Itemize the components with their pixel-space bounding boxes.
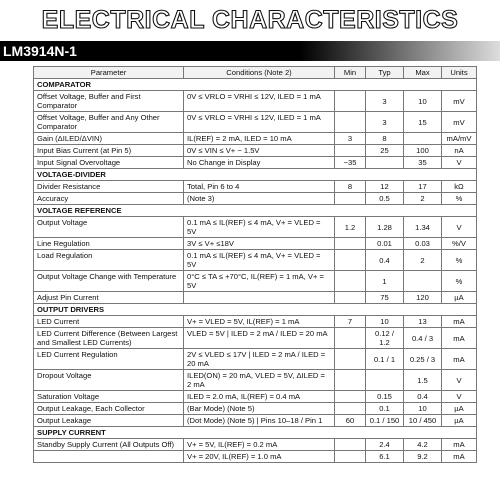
parameter-cell: Output Leakage, Each Collector	[34, 403, 184, 415]
min-cell: −35	[335, 157, 366, 169]
typ-cell: 10	[366, 316, 404, 328]
max-cell: 10 / 450	[404, 415, 442, 427]
max-cell: 4.2	[404, 439, 442, 451]
typ-cell: 2.4	[366, 439, 404, 451]
parameter-cell: LED Current Regulation	[34, 349, 184, 370]
table-row	[34, 451, 477, 463]
max-cell: 2	[404, 250, 442, 271]
table-row	[34, 157, 477, 169]
max-cell: 1.34	[404, 217, 442, 238]
parameter-cell	[34, 451, 184, 463]
min-cell: 60	[335, 415, 366, 427]
table-row	[34, 217, 477, 238]
typ-cell: 0.15	[366, 391, 404, 403]
units-cell: V	[442, 391, 477, 403]
units-cell: mV	[442, 91, 477, 112]
table-body	[34, 79, 477, 463]
units-cell: mA	[442, 328, 477, 349]
table-row	[34, 181, 477, 193]
units-cell: nA	[442, 145, 477, 157]
table-row	[34, 145, 477, 157]
table-row	[34, 133, 477, 145]
min-cell: 1.2	[335, 217, 366, 238]
typ-cell: 1.28	[366, 217, 404, 238]
section-heading: VOLTAGE-DIVIDER	[34, 169, 477, 181]
units-cell: kΩ	[442, 181, 477, 193]
units-cell: mA	[442, 451, 477, 463]
units-cell: mA	[442, 349, 477, 370]
parameter-cell: Load Regulation	[34, 250, 184, 271]
max-cell: 17	[404, 181, 442, 193]
typ-cell: 25	[366, 145, 404, 157]
typ-cell: 0.01	[366, 238, 404, 250]
conditions-cell: 0°C ≤ TA ≤ +70°C, IL(REF) = 1 mA, V+ = 5V	[184, 271, 335, 292]
conditions-cell: V+ = 20V, IL(REF) = 1.0 mA	[184, 451, 335, 463]
table-row	[34, 370, 477, 391]
max-cell: 0.25 / 3	[404, 349, 442, 370]
table-row	[34, 271, 477, 292]
section-heading: SUPPLY CURRENT	[34, 427, 477, 439]
typ-cell: 0.4	[366, 250, 404, 271]
table-row	[34, 91, 477, 112]
min-cell	[335, 193, 366, 205]
max-cell: 10	[404, 91, 442, 112]
max-cell: 120	[404, 292, 442, 304]
parameter-cell: Gain (ΔILED/ΔVIN)	[34, 133, 184, 145]
conditions-cell: V+ = VLED = 5V, IL(REF) = 1 mA	[184, 316, 335, 328]
units-cell: %	[442, 193, 477, 205]
page-title: ELECTRICAL CHARACTERISTICS	[41, 6, 459, 34]
section-row	[34, 205, 477, 217]
min-cell	[335, 451, 366, 463]
units-cell: V	[442, 217, 477, 238]
parameter-cell: Adjust Pin Current	[34, 292, 184, 304]
max-cell: 2	[404, 193, 442, 205]
max-cell: 9.2	[404, 451, 442, 463]
parameter-cell: Dropout Voltage	[34, 370, 184, 391]
max-cell: 10	[404, 403, 442, 415]
parameter-cell: Output Leakage	[34, 415, 184, 427]
parameter-cell: Divider Resistance	[34, 181, 184, 193]
units-cell: mA/mV	[442, 133, 477, 145]
parameter-cell: Input Bias Current (at Pin 5)	[34, 145, 184, 157]
electrical-characteristics-table	[33, 66, 477, 463]
conditions-cell: V+ = 5V, IL(REF) = 0.2 mA	[184, 439, 335, 451]
header-typ: Typ	[366, 67, 404, 79]
typ-cell: 0.1	[366, 403, 404, 415]
max-cell: 100	[404, 145, 442, 157]
min-cell	[335, 439, 366, 451]
units-cell: %/V	[442, 238, 477, 250]
conditions-cell: ILED = 2.0 mA, IL(REF) = 0.4 mA	[184, 391, 335, 403]
min-cell	[335, 292, 366, 304]
min-cell	[335, 238, 366, 250]
part-number: LM3914N-1	[3, 43, 77, 59]
units-cell: µA	[442, 415, 477, 427]
min-cell: 7	[335, 316, 366, 328]
units-cell: %	[442, 250, 477, 271]
table-row	[34, 328, 477, 349]
conditions-cell: 3V ≤ V+ ≤18V	[184, 238, 335, 250]
typ-cell: 12	[366, 181, 404, 193]
typ-cell: 3	[366, 91, 404, 112]
section-row	[34, 304, 477, 316]
conditions-cell: No Change in Display	[184, 157, 335, 169]
max-cell: 0.03	[404, 238, 442, 250]
table-header-row	[34, 67, 477, 79]
min-cell	[335, 391, 366, 403]
conditions-cell: 0V ≤ VRLO = VRHI ≤ 12V, ILED = 1 mA	[184, 91, 335, 112]
typ-cell: 3	[366, 112, 404, 133]
conditions-cell: ILED(ON) = 20 mA, VLED = 5V, ΔILED = 2 mA	[184, 370, 335, 391]
part-number-bar	[0, 41, 500, 61]
header-min: Min	[335, 67, 366, 79]
max-cell	[404, 133, 442, 145]
section-heading: OUTPUT DRIVERS	[34, 304, 477, 316]
header-conditions: Conditions (Note 2)	[184, 67, 335, 79]
conditions-cell: VLED = 5V | ILED = 2 mA / ILED = 20 mA	[184, 328, 335, 349]
parameter-cell: Offset Voltage, Buffer and Any Other Comparator	[34, 112, 184, 133]
section-row	[34, 169, 477, 181]
conditions-cell: 0V ≤ VIN ≤ V+ − 1.5V	[184, 145, 335, 157]
max-cell: 35	[404, 157, 442, 169]
max-cell: 15	[404, 112, 442, 133]
min-cell	[335, 349, 366, 370]
min-cell	[335, 370, 366, 391]
table-row	[34, 112, 477, 133]
conditions-cell: 0V ≤ VRLO = VRHI ≤ 12V, ILED = 1 mA	[184, 112, 335, 133]
conditions-cell: 2V ≤ VLED ≤ 17V | ILED = 2 mA / ILED = 20 mA	[184, 349, 335, 370]
header-max: Max	[404, 67, 442, 79]
min-cell	[335, 112, 366, 133]
units-cell: mV	[442, 112, 477, 133]
table-row	[34, 250, 477, 271]
min-cell	[335, 250, 366, 271]
min-cell	[335, 91, 366, 112]
conditions-cell: (Note 3)	[184, 193, 335, 205]
parameter-cell: Output Voltage	[34, 217, 184, 238]
parameter-cell: Offset Voltage, Buffer and First Comparator	[34, 91, 184, 112]
conditions-cell: IL(REF) = 2 mA, ILED = 10 mA	[184, 133, 335, 145]
parameter-cell: Input Signal Overvoltage	[34, 157, 184, 169]
conditions-cell: (Dot Mode) (Note 5) | Pins 10–18 / Pin 1	[184, 415, 335, 427]
min-cell	[335, 145, 366, 157]
table-row	[34, 415, 477, 427]
parameter-cell: Accuracy	[34, 193, 184, 205]
units-cell: %	[442, 271, 477, 292]
parameter-cell: Standby Supply Current (All Outputs Off)	[34, 439, 184, 451]
units-cell: V	[442, 157, 477, 169]
typ-cell: 0.12 / 1.2	[366, 328, 404, 349]
table-row	[34, 391, 477, 403]
typ-cell: 6.1	[366, 451, 404, 463]
typ-cell: 0.1 / 150	[366, 415, 404, 427]
parameter-cell: LED Current	[34, 316, 184, 328]
table-row	[34, 193, 477, 205]
min-cell: 8	[335, 181, 366, 193]
typ-cell: 1	[366, 271, 404, 292]
units-cell: mA	[442, 316, 477, 328]
typ-cell: 0.1 / 1	[366, 349, 404, 370]
table-row	[34, 349, 477, 370]
table-row	[34, 316, 477, 328]
table-row	[34, 439, 477, 451]
units-cell: µA	[442, 292, 477, 304]
conditions-cell: Total, Pin 6 to 4	[184, 181, 335, 193]
parameter-cell: Output Voltage Change with Temperature	[34, 271, 184, 292]
min-cell: 3	[335, 133, 366, 145]
typ-cell: 8	[366, 133, 404, 145]
section-heading: COMPARATOR	[34, 79, 477, 91]
section-row	[34, 427, 477, 439]
header-units: Units	[442, 67, 477, 79]
max-cell	[404, 271, 442, 292]
typ-cell	[366, 157, 404, 169]
typ-cell: 75	[366, 292, 404, 304]
conditions-cell: (Bar Mode) (Note 5)	[184, 403, 335, 415]
parameter-cell: LED Current Difference (Between Largest and Smallest LED Currents)	[34, 328, 184, 349]
min-cell	[335, 328, 366, 349]
max-cell: 13	[404, 316, 442, 328]
min-cell	[335, 271, 366, 292]
conditions-cell: 0.1 mA ≤ IL(REF) ≤ 4 mA, V+ = VLED = 5V	[184, 250, 335, 271]
header-parameter: Parameter	[34, 67, 184, 79]
section-heading: VOLTAGE REFERENCE	[34, 205, 477, 217]
typ-cell	[366, 370, 404, 391]
max-cell: 0.4 / 3	[404, 328, 442, 349]
parameter-cell: Saturation Voltage	[34, 391, 184, 403]
min-cell	[335, 403, 366, 415]
units-cell: µA	[442, 403, 477, 415]
table-row	[34, 238, 477, 250]
section-row	[34, 79, 477, 91]
table-row	[34, 403, 477, 415]
table-row	[34, 292, 477, 304]
conditions-cell	[184, 292, 335, 304]
units-cell: mA	[442, 439, 477, 451]
typ-cell: 0.5	[366, 193, 404, 205]
max-cell: 1.5	[404, 370, 442, 391]
units-cell: V	[442, 370, 477, 391]
conditions-cell: 0.1 mA ≤ IL(REF) ≤ 4 mA, V+ = VLED = 5V	[184, 217, 335, 238]
max-cell: 0.4	[404, 391, 442, 403]
parameter-cell: Line Regulation	[34, 238, 184, 250]
